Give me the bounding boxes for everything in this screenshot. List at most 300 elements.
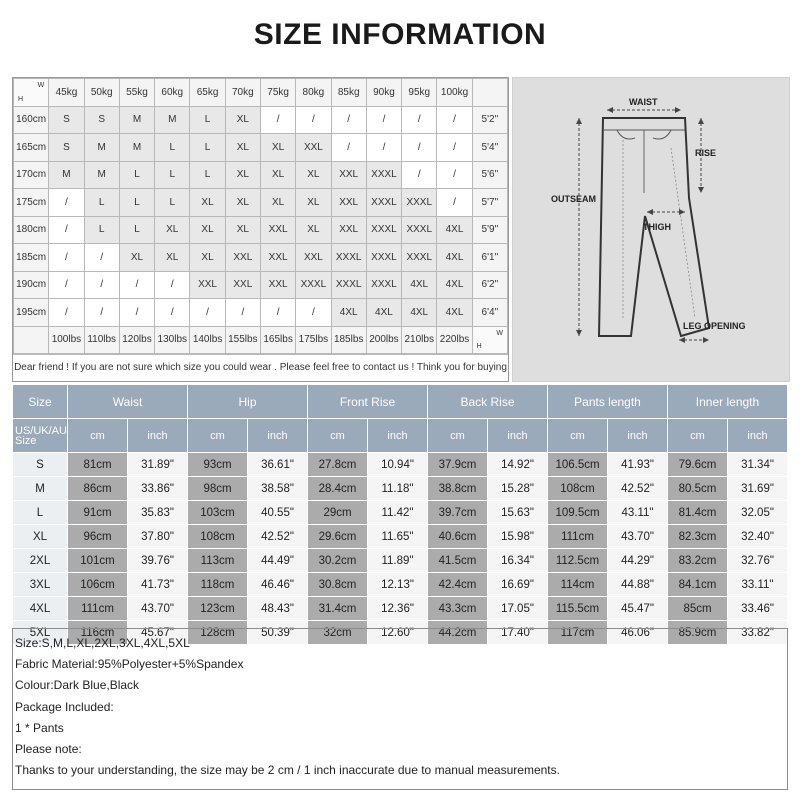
size-grid-cell: L xyxy=(119,189,154,217)
inch-value: 37.80" xyxy=(128,525,188,549)
measure-row xyxy=(13,549,788,573)
height-cm-label: 195cm xyxy=(14,299,49,327)
region-size-label: US/UK/AU Size xyxy=(13,419,68,453)
inch-value: 32.76" xyxy=(728,549,788,573)
height-cm-label: 160cm xyxy=(14,106,49,134)
size-grid-cell: L xyxy=(84,189,119,217)
cm-value: 84.1cm xyxy=(668,573,728,597)
measure-group-header: Front Rise xyxy=(308,385,428,419)
inch-value: 16.69" xyxy=(488,573,548,597)
size-grid-cell: XXXL xyxy=(366,244,401,272)
size-grid-cell: / xyxy=(190,299,225,327)
size-grid-cell: / xyxy=(366,106,401,134)
cm-value: 106.5cm xyxy=(548,453,608,477)
height-cm-label: 190cm xyxy=(14,271,49,299)
size-grid-cell: XL xyxy=(260,134,295,162)
pants-diagram xyxy=(512,77,790,382)
cm-value: 128cm xyxy=(188,621,248,645)
info-sizes: Size:S,M,L,XL,2XL,3XL,4XL,5XL xyxy=(15,636,190,650)
weight-kg-header: 100kg xyxy=(437,79,472,107)
size-grid-cell: / xyxy=(155,271,190,299)
inch-value: 42.52" xyxy=(608,477,668,501)
measurement-table-wrap xyxy=(12,384,788,645)
inch-value: 41.73" xyxy=(128,573,188,597)
size-grid-cell: / xyxy=(84,244,119,272)
inch-value: 11.89" xyxy=(368,549,428,573)
size-grid-cell: XL xyxy=(225,161,260,189)
size-grid-cell: XL xyxy=(296,189,331,217)
size-grid-cell: / xyxy=(84,271,119,299)
inch-value: 42.52" xyxy=(248,525,308,549)
weight-kg-header: 60kg xyxy=(155,79,190,107)
cm-value: 109.5cm xyxy=(548,501,608,525)
size-grid-cell: L xyxy=(190,106,225,134)
height-feet-label: 5'7" xyxy=(472,189,507,217)
measure-group-header: Hip xyxy=(188,385,308,419)
cm-value: 91cm xyxy=(68,501,128,525)
cm-value: 112.5cm xyxy=(548,549,608,573)
weight-kg-header: 85kg xyxy=(331,79,366,107)
inch-value: 33.82" xyxy=(728,621,788,645)
cm-value: 93cm xyxy=(188,453,248,477)
size-grid-cell: / xyxy=(296,106,331,134)
info-item: 1 * Pants xyxy=(15,720,64,735)
size-grid-cell: XXXL xyxy=(402,189,437,217)
height-cm-label: 165cm xyxy=(14,134,49,162)
cm-value: 98cm xyxy=(188,477,248,501)
weight-kg-header: 55kg xyxy=(119,79,154,107)
size-recommendation-grid xyxy=(12,77,509,382)
grid-blank-cell xyxy=(472,79,507,107)
size-grid-cell: / xyxy=(84,299,119,327)
inch-value: 43.11" xyxy=(608,501,668,525)
size-grid-cell: XXL xyxy=(190,271,225,299)
inch-value: 15.98" xyxy=(488,525,548,549)
inch-value: 31.34" xyxy=(728,453,788,477)
measure-unit-row xyxy=(13,419,788,453)
size-grid-cell: XXL xyxy=(260,216,295,244)
size-label: XL xyxy=(13,525,68,549)
size-grid-cell: L xyxy=(155,134,190,162)
size-grid-cell: / xyxy=(260,299,295,327)
inch-value: 12.36" xyxy=(368,597,428,621)
weight-lbs-label: 200lbs xyxy=(366,326,401,354)
weight-kg-header: 75kg xyxy=(260,79,295,107)
inch-value: 12.60" xyxy=(368,621,428,645)
grid-corner-w: W xyxy=(37,82,45,89)
weight-kg-header: 65kg xyxy=(190,79,225,107)
size-grid-row xyxy=(14,216,508,244)
grid-corner xyxy=(14,79,49,107)
measure-group-header: Pants length xyxy=(548,385,668,419)
measure-row xyxy=(13,573,788,597)
measure-group-header: Inner length xyxy=(668,385,788,419)
grid-corner-w2: W xyxy=(496,329,503,337)
inch-value: 44.88" xyxy=(608,573,668,597)
grid-corner-bottom xyxy=(472,326,507,354)
cm-value: 96cm xyxy=(68,525,128,549)
inch-value: 11.18" xyxy=(368,477,428,501)
page-title: SIZE INFORMATION xyxy=(253,18,547,51)
weight-lbs-label: 220lbs xyxy=(437,326,472,354)
size-grid-cell: XXL xyxy=(260,271,295,299)
cm-value: 111cm xyxy=(548,525,608,549)
size-grid-cell: 4XL xyxy=(437,271,472,299)
size-grid-cell: / xyxy=(119,299,154,327)
size-grid-cell: L xyxy=(190,161,225,189)
cm-value: 44.2cm xyxy=(428,621,488,645)
size-grid-cell: XXXL xyxy=(331,271,366,299)
weight-lbs-label: 110lbs xyxy=(84,326,119,354)
size-grid-cell: XXXL xyxy=(366,271,401,299)
size-grid-cell: XXXL xyxy=(402,244,437,272)
unit-inch-label: inch xyxy=(248,419,308,453)
size-label: L xyxy=(13,501,68,525)
size-grid-cell: M xyxy=(49,161,84,189)
measure-row xyxy=(13,453,788,477)
measure-row xyxy=(13,477,788,501)
cm-value: 80.5cm xyxy=(668,477,728,501)
weight-lbs-label: 130lbs xyxy=(155,326,190,354)
inch-value: 43.70" xyxy=(608,525,668,549)
size-grid-cell: XL xyxy=(296,216,331,244)
height-feet-label: 5'6" xyxy=(472,161,507,189)
size-grid-cell: XXL xyxy=(331,161,366,189)
info-colour: Colour:Dark Blue,Black xyxy=(15,678,140,693)
inch-value: 17.40" xyxy=(488,621,548,645)
size-grid-row xyxy=(14,299,508,327)
weight-lbs-label: 100lbs xyxy=(49,326,84,354)
inch-value: 38.58" xyxy=(248,477,308,501)
cm-value: 115.5cm xyxy=(548,597,608,621)
weight-lbs-label: 155lbs xyxy=(225,326,260,354)
inch-value: 17.05" xyxy=(488,597,548,621)
info-package: Package Included: xyxy=(15,699,114,714)
measure-group-header: Waist xyxy=(68,385,188,419)
height-feet-label: 6'2" xyxy=(472,271,507,299)
cm-value: 39.7cm xyxy=(428,501,488,525)
weight-lbs-label: 210lbs xyxy=(402,326,437,354)
unit-inch-label: inch xyxy=(728,419,788,453)
cm-value: 79.6cm xyxy=(668,453,728,477)
inch-value: 40.55" xyxy=(248,501,308,525)
grid-corner-h2: H xyxy=(476,343,482,350)
size-grid-cell: / xyxy=(331,106,366,134)
height-cm-label: 170cm xyxy=(14,161,49,189)
weight-kg-header: 45kg xyxy=(49,79,84,107)
size-grid-cell: S xyxy=(49,106,84,134)
unit-inch-label: inch xyxy=(488,419,548,453)
waist-label: WAIST xyxy=(629,97,658,107)
inch-value: 10.94" xyxy=(368,453,428,477)
cm-value: 101cm xyxy=(68,549,128,573)
unit-inch-label: inch xyxy=(128,419,188,453)
weight-lbs-label: 175lbs xyxy=(296,326,331,354)
info-please-note: Please note: xyxy=(15,742,82,757)
inch-value: 44.29" xyxy=(608,549,668,573)
grid-blank-cell xyxy=(14,326,49,354)
weight-kg-header: 70kg xyxy=(225,79,260,107)
size-grid-cell: / xyxy=(155,299,190,327)
inch-value: 33.46" xyxy=(728,597,788,621)
cm-value: 111cm xyxy=(68,597,128,621)
inch-value: 33.86" xyxy=(128,477,188,501)
size-grid-cell: XXXL xyxy=(366,216,401,244)
size-grid-cell: / xyxy=(296,299,331,327)
size-grid-cell: / xyxy=(331,134,366,162)
inch-value: 12.13" xyxy=(368,573,428,597)
size-grid-cell: / xyxy=(437,161,472,189)
inch-value: 50.39" xyxy=(248,621,308,645)
cm-value: 31.4cm xyxy=(308,597,368,621)
cm-value: 116cm xyxy=(68,621,128,645)
weight-kg-header: 50kg xyxy=(84,79,119,107)
size-grid-cell: S xyxy=(49,134,84,162)
cm-value: 42.4cm xyxy=(428,573,488,597)
height-cm-label: 175cm xyxy=(14,189,49,217)
rise-label: RISE xyxy=(695,148,717,158)
size-grid-cell: L xyxy=(119,216,154,244)
cm-value: 81.4cm xyxy=(668,501,728,525)
unit-cm-label: cm xyxy=(308,419,368,453)
size-grid-cell: / xyxy=(49,216,84,244)
size-grid-cell: XXL xyxy=(296,134,331,162)
size-label: M xyxy=(13,477,68,501)
inch-value: 48.43" xyxy=(248,597,308,621)
cm-value: 106cm xyxy=(68,573,128,597)
cm-value: 27.8cm xyxy=(308,453,368,477)
size-grid-cell: L xyxy=(190,134,225,162)
cm-value: 30.2cm xyxy=(308,549,368,573)
cm-value: 83.2cm xyxy=(668,549,728,573)
cm-value: 123cm xyxy=(188,597,248,621)
cm-value: 32cm xyxy=(308,621,368,645)
cm-value: 28.4cm xyxy=(308,477,368,501)
size-grid-cell: XL xyxy=(155,244,190,272)
size-grid-row xyxy=(14,161,508,189)
unit-inch-label: inch xyxy=(368,419,428,453)
inch-value: 15.63" xyxy=(488,501,548,525)
size-grid-cell: / xyxy=(402,106,437,134)
size-grid-row xyxy=(14,244,508,272)
product-info xyxy=(12,628,788,790)
unit-inch-label: inch xyxy=(608,419,668,453)
weight-lbs-label: 165lbs xyxy=(260,326,295,354)
size-label: 5XL xyxy=(13,621,68,645)
height-feet-label: 5'4" xyxy=(472,134,507,162)
unit-cm-label: cm xyxy=(68,419,128,453)
measure-header-row xyxy=(13,385,788,419)
grid-corner-h: H xyxy=(18,95,24,103)
size-grid-cell: / xyxy=(260,106,295,134)
size-grid-cell: 4XL xyxy=(402,299,437,327)
size-grid-cell: M xyxy=(84,134,119,162)
inch-value: 32.40" xyxy=(728,525,788,549)
size-grid-row xyxy=(14,134,508,162)
cm-value: 118cm xyxy=(188,573,248,597)
size-grid-cell: XL xyxy=(119,244,154,272)
inch-value: 46.06" xyxy=(608,621,668,645)
cm-value: 81cm xyxy=(68,453,128,477)
size-grid-cell: XL xyxy=(225,189,260,217)
measure-row xyxy=(13,501,788,525)
cm-value: 82.3cm xyxy=(668,525,728,549)
weight-lbs-label: 140lbs xyxy=(190,326,225,354)
size-grid-cell: / xyxy=(402,134,437,162)
inch-value: 46.46" xyxy=(248,573,308,597)
cm-value: 38.8cm xyxy=(428,477,488,501)
size-label: S xyxy=(13,453,68,477)
size-grid-cell: XL xyxy=(155,216,190,244)
size-label: 2XL xyxy=(13,549,68,573)
inch-value: 45.67" xyxy=(128,621,188,645)
thigh-label: THIGH xyxy=(643,222,671,232)
cm-value: 37.9cm xyxy=(428,453,488,477)
size-grid-cell: XXXL xyxy=(366,189,401,217)
cm-value: 114cm xyxy=(548,573,608,597)
size-grid-cell: XXXL xyxy=(366,161,401,189)
cm-value: 108cm xyxy=(548,477,608,501)
size-grid-cell: S xyxy=(84,106,119,134)
size-grid-cell: / xyxy=(437,189,472,217)
inch-value: 32.05" xyxy=(728,501,788,525)
unit-cm-label: cm xyxy=(548,419,608,453)
size-grid-cell: 4XL xyxy=(402,271,437,299)
size-grid-cell: / xyxy=(49,271,84,299)
cm-value: 103cm xyxy=(188,501,248,525)
size-grid-cell: XL xyxy=(190,244,225,272)
height-cm-label: 180cm xyxy=(14,216,49,244)
inch-value: 14.92" xyxy=(488,453,548,477)
size-grid-cell: / xyxy=(49,189,84,217)
height-cm-label: 185cm xyxy=(14,244,49,272)
size-grid-cell: XL xyxy=(225,134,260,162)
weight-lbs-label: 185lbs xyxy=(331,326,366,354)
info-thanks: Thanks to your understanding, the size may be 2 cm / 1 inch inaccurate due to manual measurements. xyxy=(15,763,560,778)
cm-value: 108cm xyxy=(188,525,248,549)
size-grid-cell: / xyxy=(49,244,84,272)
size-grid-cell: / xyxy=(119,271,154,299)
size-grid-cell: L xyxy=(155,161,190,189)
size-grid-cell: 4XL xyxy=(437,299,472,327)
weight-kg-header: 80kg xyxy=(296,79,331,107)
size-grid-cell: XXL xyxy=(296,244,331,272)
size-grid-cell: 4XL xyxy=(437,216,472,244)
cm-value: 113cm xyxy=(188,549,248,573)
unit-cm-label: cm xyxy=(188,419,248,453)
weight-lbs-label: 120lbs xyxy=(119,326,154,354)
size-grid-note: Dear friend ! If you are not sure which size you could wear . Please feel free to contact us ! Think you for buying xyxy=(13,354,508,380)
size-grid-cell: XXXL xyxy=(331,244,366,272)
cm-value: 85cm xyxy=(668,597,728,621)
measure-row xyxy=(13,597,788,621)
size-grid-cell: XL xyxy=(190,189,225,217)
size-grid-cell: XXL xyxy=(331,189,366,217)
cm-value: 86cm xyxy=(68,477,128,501)
cm-value: 41.5cm xyxy=(428,549,488,573)
inch-value: 41.93" xyxy=(608,453,668,477)
measurement-table xyxy=(12,384,788,645)
size-grid-cell: M xyxy=(119,134,154,162)
size-label: 4XL xyxy=(13,597,68,621)
inch-value: 44.49" xyxy=(248,549,308,573)
height-feet-label: 6'1" xyxy=(472,244,507,272)
inch-value: 16.34" xyxy=(488,549,548,573)
size-grid-cell: XL xyxy=(225,216,260,244)
inch-value: 33.11" xyxy=(728,573,788,597)
size-grid-cell: / xyxy=(225,299,260,327)
size-grid-cell: XL xyxy=(260,189,295,217)
size-grid-cell: XL xyxy=(296,161,331,189)
size-grid-cell: L xyxy=(155,189,190,217)
size-grid-cell: M xyxy=(84,161,119,189)
size-grid-cell: 4XL xyxy=(331,299,366,327)
size-grid-cell: XXL xyxy=(225,244,260,272)
measure-group-header: Back Rise xyxy=(428,385,548,419)
size-grid-cell: / xyxy=(402,161,437,189)
size-grid-cell: XL xyxy=(260,161,295,189)
size-grid-cell: XXXL xyxy=(402,216,437,244)
height-feet-label: 5'9" xyxy=(472,216,507,244)
size-column-header: Size xyxy=(13,385,68,419)
size-grid-cell: L xyxy=(119,161,154,189)
weight-kg-header: 95kg xyxy=(402,79,437,107)
size-grid-cell: XL xyxy=(190,216,225,244)
size-label: 3XL xyxy=(13,573,68,597)
inch-value: 35.83" xyxy=(128,501,188,525)
size-grid-row xyxy=(14,189,508,217)
size-grid-cell: M xyxy=(119,106,154,134)
height-feet-label: 6'4" xyxy=(472,299,507,327)
size-grid-lbs-row xyxy=(14,326,508,354)
size-grid-cell: XXL xyxy=(331,216,366,244)
unit-cm-label: cm xyxy=(668,419,728,453)
size-grid-cell: 4XL xyxy=(366,299,401,327)
size-grid-cell: L xyxy=(84,216,119,244)
inch-value: 11.65" xyxy=(368,525,428,549)
outseam-label: OUTSEAM xyxy=(551,194,596,204)
size-grid-cell: XXL xyxy=(225,271,260,299)
leg-opening-label: LEG OPENING xyxy=(683,321,746,331)
inch-value: 31.89" xyxy=(128,453,188,477)
cm-value: 29cm xyxy=(308,501,368,525)
inch-value: 45.47" xyxy=(608,597,668,621)
height-feet-label: 5'2" xyxy=(472,106,507,134)
size-grid-row xyxy=(14,271,508,299)
unit-cm-label: cm xyxy=(428,419,488,453)
size-grid-cell: / xyxy=(437,134,472,162)
cm-value: 30.8cm xyxy=(308,573,368,597)
size-grid-table xyxy=(13,78,508,354)
inch-value: 11.42" xyxy=(368,501,428,525)
inch-value: 43.70" xyxy=(128,597,188,621)
size-grid-cell: / xyxy=(437,106,472,134)
inch-value: 15.28" xyxy=(488,477,548,501)
measure-row xyxy=(13,525,788,549)
cm-value: 40.6cm xyxy=(428,525,488,549)
weight-kg-header: 90kg xyxy=(366,79,401,107)
size-grid-cell: / xyxy=(49,299,84,327)
size-grid-cell: 4XL xyxy=(437,244,472,272)
size-grid-row xyxy=(14,106,508,134)
cm-value: 29.6cm xyxy=(308,525,368,549)
cm-value: 85.9cm xyxy=(668,621,728,645)
inch-value: 39.76" xyxy=(128,549,188,573)
inch-value: 31.69" xyxy=(728,477,788,501)
size-grid-cell: M xyxy=(155,106,190,134)
cm-value: 117cm xyxy=(548,621,608,645)
size-grid-cell: XL xyxy=(225,106,260,134)
